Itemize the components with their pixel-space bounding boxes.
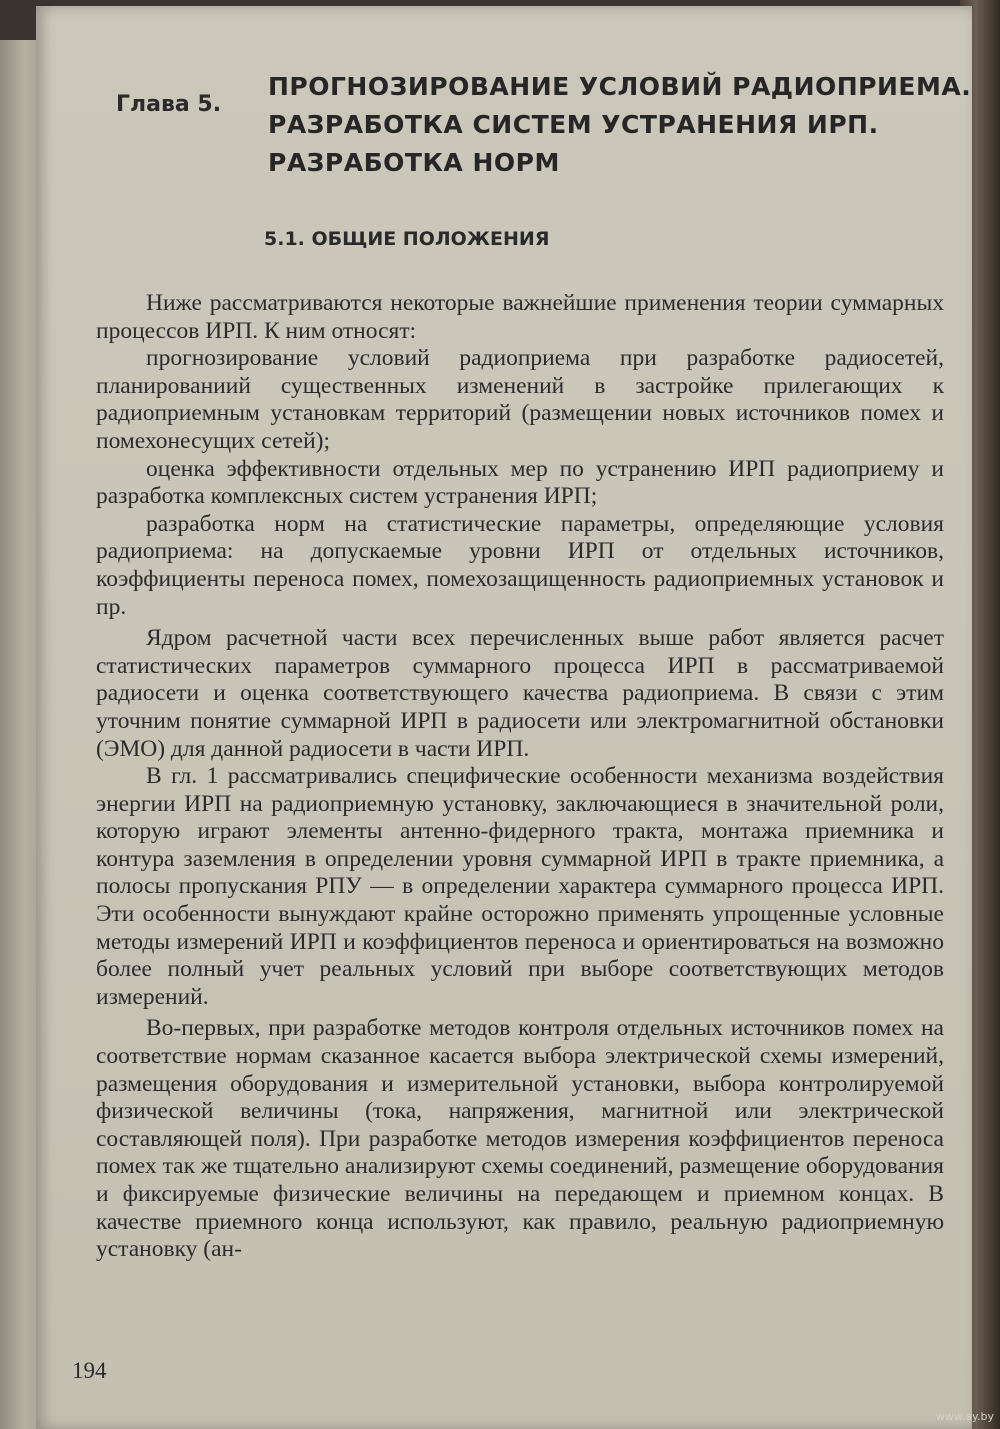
chapter-title-line: РАЗРАБОТКА СИСТЕМ УСТРАНЕНИЯ ИРП. — [268, 110, 879, 139]
paragraph: Ядром расчетной части всех перечисленных выше работ является расчет статистических параметров суммарного процесса ИРП в рассматриваемой радиосети и оценка соответствующего качества радиоприема. В связи с этим уточним понятие суммарной ИРП в радиосети или электромагнитной обстановки (ЭМО) для данной радиосети в части ИРП. — [96, 625, 944, 762]
paragraph: Во-первых, при разработке методов контроля отдельных источников помех на соответствие нормам сказанное касается выбора электрической схемы измерений, размещения оборудования и измерительной установки, выбора контролируемой физической величины (тока, напряжения, магнитной или электрической составляющей поля). При разработке методов измерения коэффициентов переноса помех так же тщательно анализируют схемы соединений, размещение оборудования и фиксируемые физические величины на передающем и приемном концах. В качестве приемного конца используют, как правило, реальную радиоприемную установку (ан- — [96, 1015, 944, 1263]
paragraph: разработка норм на статистические параметры, определяющие условия радиоприема: на допускаемые уровни ИРП от отдельных источников, коэффициенты переноса помех, помехозащищенность радиоприемных установок и пр. — [96, 510, 944, 620]
watermark: www.ay.by — [935, 1410, 994, 1423]
page-number: 194 — [72, 1358, 107, 1383]
paragraph: оценка эффективности отдельных мер по устранению ИРП радиоприему и разработка комплексных систем устранения ИРП; — [96, 455, 944, 510]
chapter-title-line: РАЗРАБОТКА НОРМ — [268, 148, 560, 177]
chapter-label: Глава 5. — [116, 92, 222, 117]
paragraph: прогнозирование условий радиоприема при разработке радиосетей, планированиий существенных изменений в застройке прилегающих к радиоприемным установкам территорий (размещении новых источников помех и помехонесущих сетей); — [96, 345, 944, 454]
paragraph: В гл. 1 рассматривались специфические особенности механизма воздействия энергии ИРП на радиоприемную установку, заключающиеся в значительной роли, которую играют элементы антенно-фидерного тракта, монтажа приемника и контура заземления в определении уровня суммарной ИРП в тракте приемника, а полосы пропускания РПУ — в определении характера суммарного процесса ИРП. Эти особенности вынуждают крайне осторожно применять упрощенные условные методы измерений ИРП и коэффициентов переноса и ориентироваться на возможно более полный учет реальных условий при выборе соответствующих методов измерений. — [96, 763, 944, 1010]
book-page — [36, 6, 972, 1429]
section-title: 5.1. ОБЩИЕ ПОЛОЖЕНИЯ — [264, 228, 550, 250]
adjacent-page-edge — [0, 40, 40, 1429]
chapter-title — [268, 68, 972, 182]
body-text — [96, 290, 944, 1264]
chapter-title-line: ПРОГНОЗИРОВАНИЕ УСЛОВИЙ РАДИОПРИЕМА. — [268, 72, 972, 101]
paragraph: Ниже рассматриваются некоторые важнейшие применения теории суммарных процессов ИРП. К ним относят: — [96, 290, 944, 344]
